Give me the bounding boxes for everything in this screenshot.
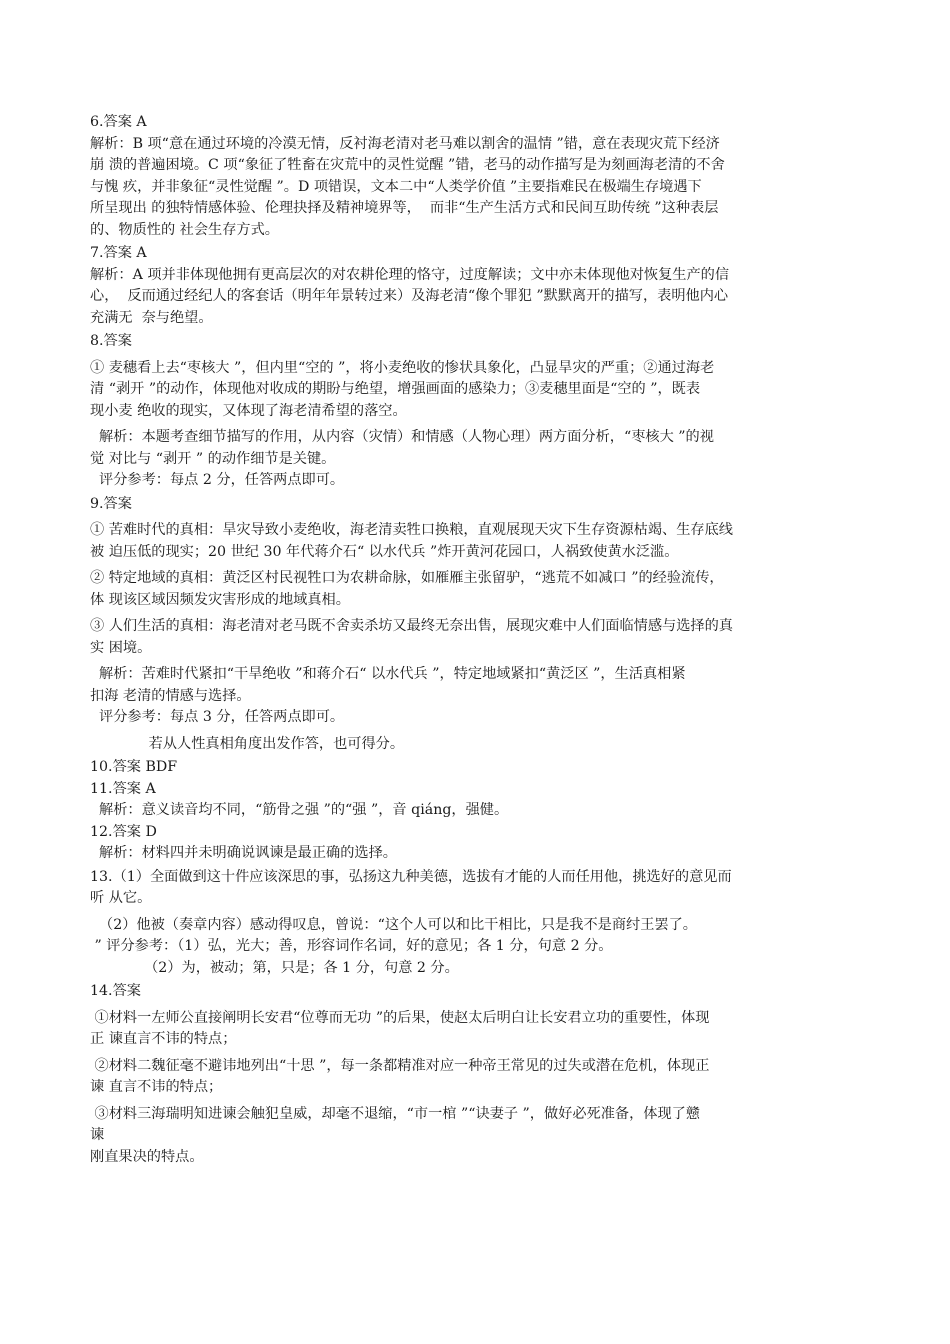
answer-8-point-line: 清 “剥开 ”的动作，体现他对收成的期盼与绝望，增强画面的感染力；③麦穗里面是“空的 ”，既表 <box>90 381 701 397</box>
answer-6-analysis-line: 解析：B 项“意在通过环境的冷漠无情，反衬海老清对老马难以割舍的温情 ”错，意在表现灾荒下经济 <box>90 135 720 152</box>
answer-14-heading: 14.答案 <box>90 983 141 999</box>
answer-14-point-line: 谏 <box>90 1127 105 1143</box>
answer-14-point-line: 刚直果决的特点。 <box>90 1148 204 1165</box>
answer-6-analysis-line: 的、物质性的 社会生存方式。 <box>90 221 279 238</box>
answer-9-analysis-line: 解析：苦难时代紧扣“干旱绝收 ”和蒋介石“ 以水代兵 ”，特定地域紧扣“黄泛区 ”，生活真相紧 <box>90 666 686 682</box>
answer-9-point-line: 体 现该区域因频发灾害形成的地域真相。 <box>90 591 350 608</box>
answer-sheet <box>90 110 862 1168</box>
answer-7-heading: 7.答案 A <box>90 245 147 261</box>
answer-9-point-line: ② 特定地域的真相：黄泛区村民视牲口为农耕命脉，如雁雁主张留驴，“逃荒不如减口 ”的经验流传， <box>90 570 724 586</box>
answer-9-point-line: ③ 人们生活的真相：海老清对老马既不舍卖杀坊又最终无奈出售，展现灾难中人们面临情感与选择的真 <box>90 618 733 634</box>
answer-7-analysis-line: 解析：A 项并非体现他拥有更高层次的对农耕伦理的恪守，过度解读；文中亦未体现他对恢复生产的信 <box>90 266 730 283</box>
answer-8-point-line: 现小麦 绝收的现实，又体现了海老清希望的落空。 <box>90 402 407 419</box>
answer-12-heading: 12.答案 D <box>90 823 157 840</box>
answer-12-analysis: 解析：材料四并未明确说讽谏是最正确的选择。 <box>90 845 397 861</box>
answer-13-line: 听 从它。 <box>90 890 152 906</box>
answer-9-heading: 9.答案 <box>90 495 132 512</box>
answer-8-heading: 8.答案 <box>90 333 132 349</box>
answer-13-scoring: ” 评分参考：（1）弘，光大；善，形容词作名词，好的意见；各 1 分，句意 2 分。 <box>90 938 613 954</box>
answer-8-analysis-line: 觉 对比与 “剥开 ” 的动作细节是关键。 <box>90 450 336 467</box>
answer-8-scoring: 评分参考：每点 2 分，任答两点即可。 <box>90 472 345 488</box>
answer-13-scoring: （2）为，被动；第，只是；各 1 分，句意 2 分。 <box>90 959 459 976</box>
answer-14-point-line: 正 谏直言不讳的特点； <box>90 1031 237 1047</box>
answer-6-heading: 6.答案 A <box>90 114 147 130</box>
answer-8-point-line: ① 麦穗看上去“枣核大 ”，但内里“空的 ”，将小麦绝收的惨状具象化，凸显旱灾的严重；②通过海老 <box>90 359 715 376</box>
answer-14-point-line: 谏 直言不讳的特点； <box>90 1079 223 1095</box>
answer-9-point-line: ① 苦难时代的真相：旱灾导致小麦绝收，海老清卖牲口换粮，直观展现天灾下生存资源枯竭、生存底线 <box>90 522 733 538</box>
answer-6-analysis-line: 崩 溃的普遍困境。C 项“象征了牲畜在灾荒中的灵性觉醒 ”错，老马的动作描写是为刻画海老清的不舍 <box>90 157 725 173</box>
answer-7-analysis-line: 充满无 奈与绝望。 <box>90 309 213 326</box>
answer-14-point-line: ①材料一左师公直接阐明长安君“位尊而无功 ”的后果，使赵太后明白让长安君立功的重要性，体现 <box>90 1009 710 1026</box>
answer-6-analysis-line: 所呈现出 的独特情感体验、伦理抉择及精神境界等， 而非“生产生活方式和民间互助传统 ”这种表层 <box>90 200 719 216</box>
answer-11-analysis: 解析：意义读音均不同，“筋骨之强 ”的“强 ”，音 qiáng，强健。 <box>90 802 509 818</box>
answer-9-scoring: 评分参考：每点 3 分，任答两点即可。 <box>90 709 345 725</box>
answer-13-line: 13.（1）全面做到这十件应该深思的事，弘扬这九种美德，选拔有才能的人而任用他，挑选好的意见而 <box>90 868 732 885</box>
answer-10: 10.答案 BDF <box>90 759 178 775</box>
answer-14-point-line: ③材料三海瑞明知进谏会触犯皇威，却毫不退缩，“市一棺 ”“诀妻子 ”，做好必死准备，体现了戆 <box>90 1105 701 1122</box>
answer-9-point-line: 被 迫压低的现实；20 世纪 30 年代蒋介石“ 以水代兵 ”炸开黄河花园口，人祸致使黄水泛滥。 <box>90 543 679 560</box>
answer-9-scoring-note: 若从人性真相角度出发作答，也可得分。 <box>90 735 405 752</box>
answer-7-analysis-line: 心， 反而通过经纪人的客套话（明年年景转过来）及海老清“像个罪犯 ”默默离开的描写，表明他内心 <box>90 288 729 304</box>
answer-14-point-line: ②材料二魏征毫不避讳地列出“十思 ”，每一条都精准对应一种帝王常见的过失或潜在危机，体现正 <box>90 1057 710 1074</box>
answer-13-line: （2）他被（奏章内容）感动得叹息，曾说：“这个人可以和比干相比，只是我不是商纣王罢了。 <box>90 916 697 933</box>
answer-9-analysis-line: 扣海 老清的情感与选择。 <box>90 687 251 704</box>
answer-11-heading: 11.答案 A <box>90 780 156 797</box>
answer-8-analysis-line: 解析：本题考查细节描写的作用，从内容（灾情）和情感（人物心理）两方面分析，“枣核大 ”的视 <box>90 429 714 445</box>
answer-6-analysis-line: 与愧 疚，并非象征“灵性觉醒 ”。D 项错误，文本二中“人类学价值 ”主要指难民在极端生存境遇下 <box>90 178 702 195</box>
answer-9-point-line: 实 困境。 <box>90 639 152 656</box>
